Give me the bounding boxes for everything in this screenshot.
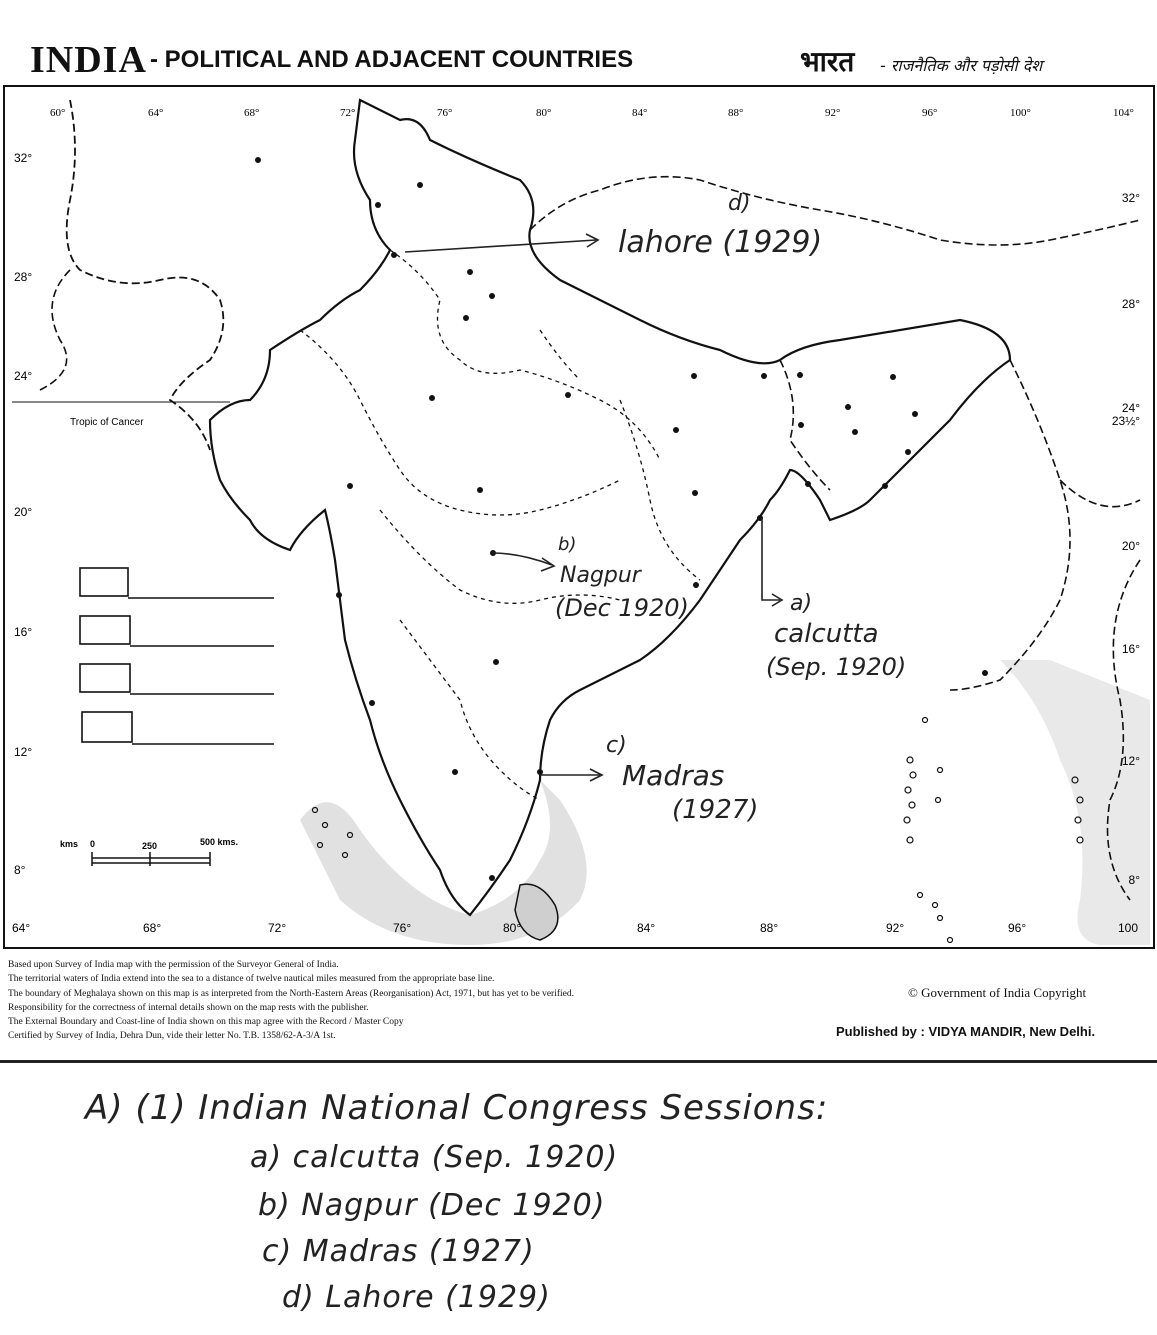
lon-top-84: 84° — [632, 107, 648, 119]
calcutta-arrow — [762, 518, 780, 600]
pakistan-afghan-border — [67, 100, 224, 450]
madras-letter: c) — [606, 733, 627, 758]
nagpur-label: Nagpur — [560, 563, 641, 588]
lon-top-96: 96° — [922, 107, 938, 119]
scale-bar — [60, 837, 238, 866]
answer-heading: A) (1) Indian National Congress Sessions: — [85, 1088, 829, 1128]
copyright: © Government of India Copyright — [908, 985, 1087, 1000]
lahore-letter: d) — [728, 191, 751, 216]
lon-bottom-100: 100 — [1118, 921, 1139, 935]
lon-top-88: 88° — [728, 107, 744, 119]
lat-right-32: 32° — [1121, 191, 1140, 205]
answer-item-lahore: d) Lahore (1929) — [282, 1280, 551, 1315]
calcutta-label: calcutta — [774, 619, 879, 649]
lat-right-16: 16° — [1121, 642, 1140, 656]
lat-left-24: 24° — [14, 369, 33, 383]
lat-right-24: 24° — [1121, 401, 1140, 415]
india-outline — [210, 100, 1010, 915]
lat-right-20: 20° — [1121, 539, 1140, 553]
lon-top-104: 104° — [1113, 107, 1134, 119]
longitude-labels-bottom — [12, 921, 1138, 935]
note-line: Certified by Survey of India, Dehra Dun, vide their letter No. T.B. 1358/62-A-3/A 1st. — [8, 1031, 336, 1042]
lat-right-28: 28° — [1121, 297, 1140, 311]
lahore-label: lahore (1929) — [618, 225, 823, 260]
lon-bottom-84: 84° — [637, 921, 656, 935]
lon-top-72: 72° — [340, 107, 356, 119]
lat-left-12: 12° — [14, 745, 33, 759]
note-line: Based upon Survey of India map with the permission of the Surveyor General of India. — [8, 960, 339, 970]
myanmar-border — [950, 360, 1070, 690]
map-subtitle: - POLITICAL AND ADJACENT COUNTRIES — [150, 46, 634, 73]
lon-bottom-76: 76° — [393, 921, 412, 935]
madras-label: Madras — [622, 759, 725, 792]
lahore-arrow — [405, 240, 596, 252]
lon-top-68: 68° — [244, 107, 260, 119]
lat-right-23half: 23½° — [1111, 414, 1140, 428]
lon-bottom-72: 72° — [268, 921, 287, 935]
handwritten-annotations — [405, 234, 782, 781]
publisher: Published by : VIDYA MANDIR, New Delhi. — [836, 1024, 1096, 1039]
tropic-label: Tropic of Cancer — [70, 417, 144, 428]
lon-top-60: 60° — [50, 107, 66, 119]
lat-right-12: 12° — [1121, 754, 1140, 768]
lon-bottom-88: 88° — [760, 921, 779, 935]
madras-date: (1927) — [672, 795, 759, 825]
calcutta-letter: a) — [790, 591, 813, 616]
lat-left-8: 8° — [14, 863, 26, 877]
lon-top-100: 100° — [1010, 107, 1031, 119]
answer-item-madras: c) Madras (1927) — [262, 1234, 535, 1269]
map-notes — [8, 958, 768, 1044]
lon-top-92: 92° — [825, 107, 841, 119]
lon-bottom-80: 80° — [503, 921, 522, 935]
note-line: The territorial waters of India extend into the sea to a distance of twelve nautical miles measured from the appropriate base line. — [8, 974, 495, 985]
scale-0: 0 — [90, 839, 96, 849]
scale-kms: kms — [60, 839, 79, 849]
east-sea-shading — [1000, 660, 1150, 945]
lat-left-16: 16° — [14, 625, 33, 639]
calcutta-date: (Sep. 1920) — [766, 653, 907, 681]
scale-250: 250 — [142, 841, 158, 851]
answer-item-calcutta: a) calcutta (Sep. 1920) — [250, 1140, 619, 1175]
note-line: The boundary of Meghalaya shown on this map is as interpreted from the North-Eastern Areas (Reorganisation) Act, 1971, but has yet to be verified. — [8, 988, 574, 999]
divider — [0, 1060, 1157, 1063]
legend-boxes — [80, 568, 274, 744]
answer-item-nagpur: b) Nagpur (Dec 1920) — [258, 1188, 606, 1223]
longitude-labels-top — [50, 107, 1134, 119]
afghan-border — [40, 270, 70, 390]
lat-right-8: 8° — [1128, 873, 1140, 887]
latitude-labels-left — [14, 151, 32, 877]
map-title: INDIA — [30, 39, 147, 81]
lon-top-64: 64° — [148, 107, 164, 119]
lon-top-80: 80° — [536, 107, 552, 119]
hindi-title: भारत — [800, 45, 855, 78]
lat-left-20: 20° — [14, 505, 33, 519]
nagpur-date: (Dec 1920) — [555, 594, 689, 622]
lon-bottom-68: 68° — [143, 921, 162, 935]
lon-bottom-64: 64° — [12, 921, 31, 935]
lon-bottom-92: 92° — [886, 921, 905, 935]
note-line: The External Boundary and Coast-line of India shown on this map agree with the Record / Master Copy — [8, 1017, 404, 1028]
lat-left-32: 32° — [14, 151, 33, 165]
map-frame — [4, 86, 1154, 948]
lon-top-76: 76° — [437, 107, 453, 119]
bangladesh-border — [780, 360, 830, 490]
scale-500: 500 kms. — [200, 837, 239, 847]
hindi-subtitle: - राजनैतिक और पड़ोसी देश — [880, 56, 1043, 75]
handwritten-labels — [555, 191, 906, 825]
lat-left-28: 28° — [14, 270, 33, 284]
note-line: Responsibility for the correctness of internal details shown on the map rests with the publisher. — [8, 1002, 369, 1013]
india-political-map — [0, 82, 1157, 952]
nagpur-letter: b) — [558, 534, 577, 555]
lon-bottom-96: 96° — [1008, 921, 1027, 935]
state-borders — [300, 250, 700, 800]
